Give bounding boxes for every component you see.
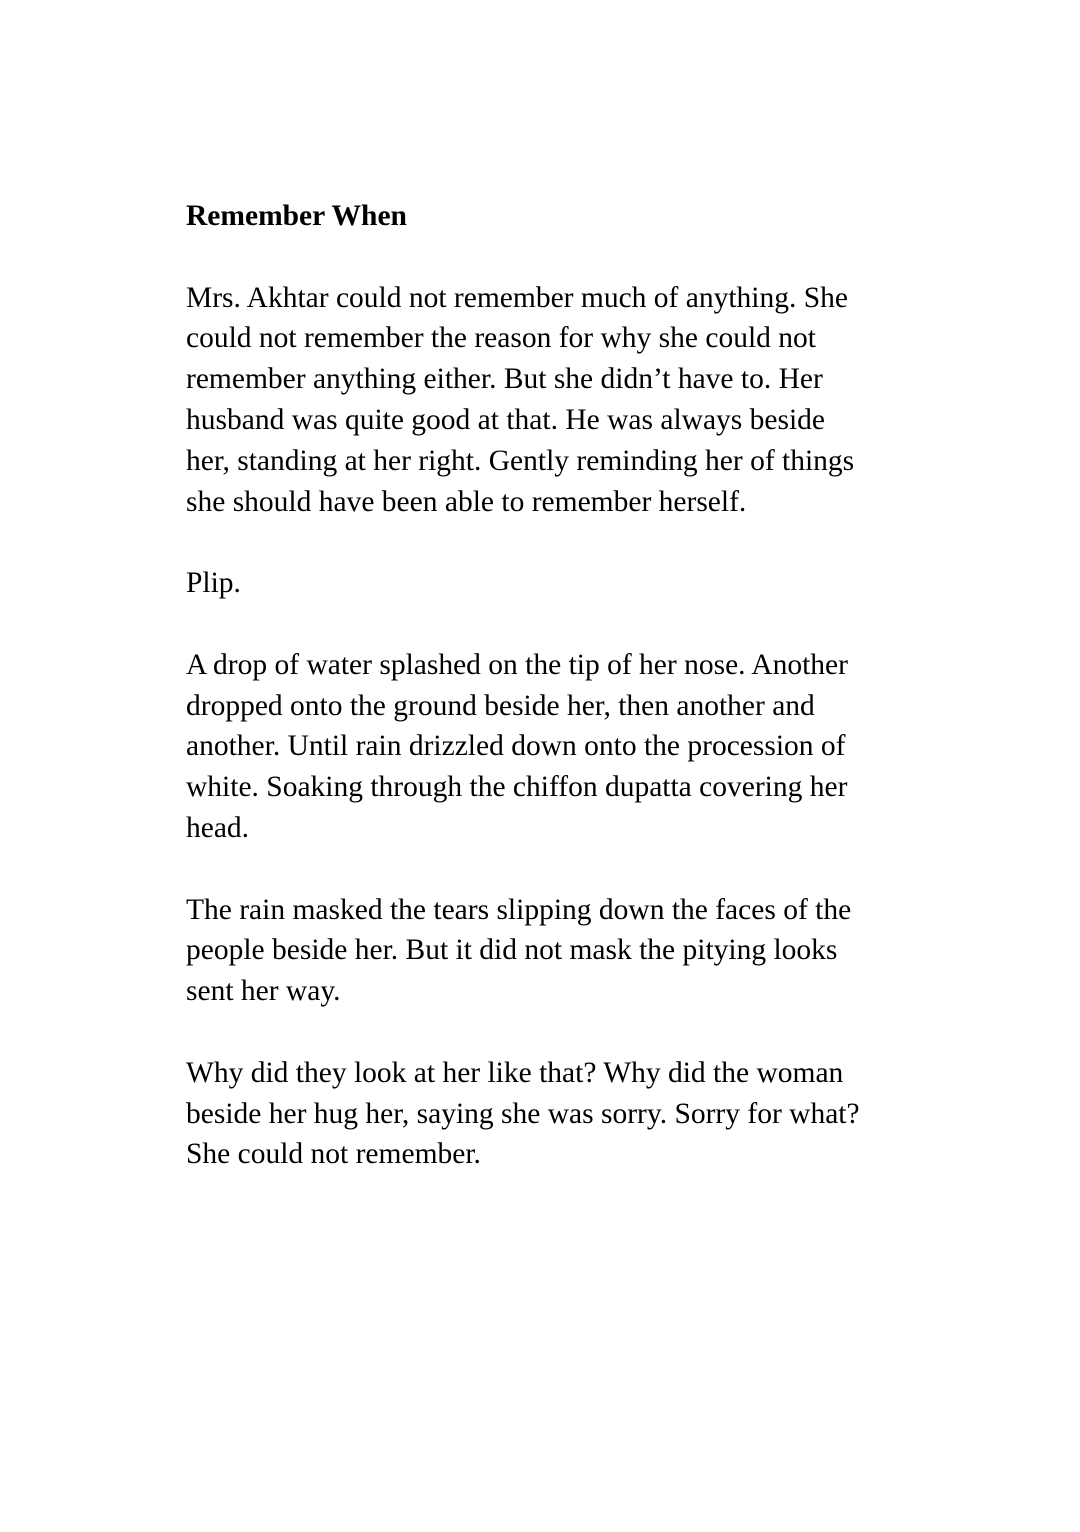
paragraph-line: The rain masked the tears slipping down the faces of the [186,893,852,926]
paragraph-4 [186,890,916,1012]
document-body [186,196,916,1175]
paragraph-line: beside her hug her, saying she was sorry. Sorry for what? [186,1097,860,1130]
paragraph-line: could not remember the reason for why she could not [186,322,816,355]
paragraph-line: sent her way. [186,975,341,1008]
paragraph-line: Plip. [186,567,241,600]
paragraph-line: A drop of water splashed on the tip of her nose. Another [186,648,848,681]
paragraph-line: husband was quite good at that. He was always beside [186,403,826,436]
paragraph-line: another. Until rain drizzled down onto the procession of [186,730,846,763]
paragraph-3 [186,645,916,849]
paragraph-line: her, standing at her right. Gently reminding her of things [186,444,855,477]
paragraph-line: white. Soaking through the chiffon dupatta covering her [186,771,848,804]
paragraph-line: remember anything either. But she didn’t have to. Her [186,363,823,396]
paragraph-1 [186,278,916,523]
document-title: Remember When [186,200,407,232]
paragraph-line: She could not remember. [186,1138,481,1171]
paragraph-line: people beside her. But it did not mask the pitying looks [186,934,838,967]
paragraph-line: Why did they look at her like that? Why did the woman [186,1056,844,1089]
paragraph-line: dropped onto the ground beside her, then another and [186,689,815,722]
paragraph-line: she should have been able to remember herself. [186,485,747,518]
paragraph-line: head. [186,811,250,844]
paragraph-5 [186,1053,916,1175]
paragraph-line: Mrs. Akhtar could not remember much of anything. She [186,281,848,314]
paragraph-2 [186,563,916,604]
